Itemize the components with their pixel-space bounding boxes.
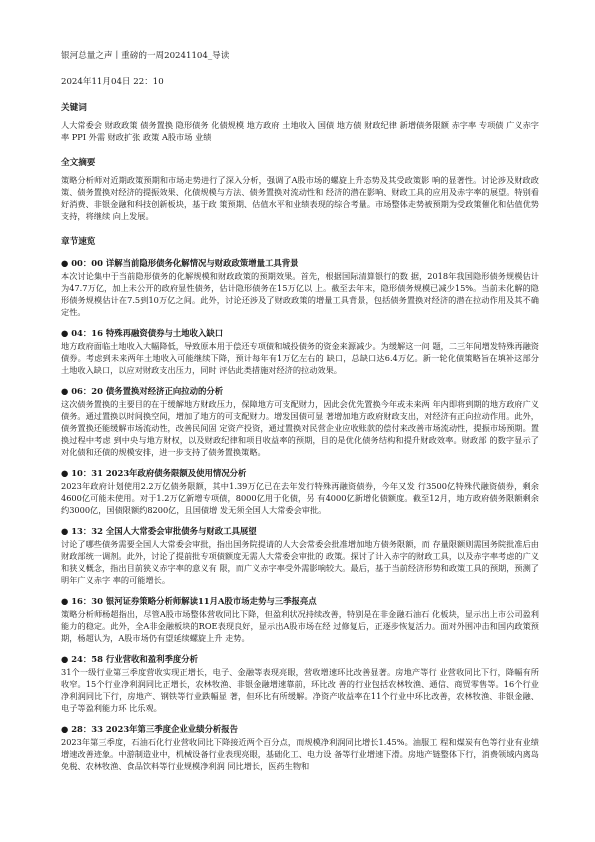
bullet-icon: ● (61, 654, 69, 664)
bullet-icon: ● (61, 328, 69, 338)
chapter-body: 地方政府面临土地收入大幅降低，导致原本用于偿还专项债和城投债务的资金来源减少。为缓解这一问 题，二三年间增发特殊再融资债券。考虑到未来两年土地收入可能继续下降，预计每年有1万亿左右的 缺口，总缺口达6.4万亿。新一轮化债策略旨在填补这部分土地收入缺口，以应对财政支出压力，同时 评估此类措施对经济的拉动效果。 (61, 341, 539, 375)
chapter-item (61, 327, 539, 376)
chapter-item (61, 525, 539, 586)
chapter-title (61, 467, 539, 479)
chapter-title (61, 595, 539, 607)
chapter-body: 策略分析师杨超指出，尽管A股市场整体营收同比下降，但盈利状况持续改善，特别是在非金融石油石 化板块，显示出上市公司盈利能力的稳定。此外，全A非金融板块的ROE表现良好，显示出A股市场在经 过修复后，正逐步恢复活力。面对外围冲击和国内政策预期，杨超认为，A股市场仍有望延续螺旋上升 走势。 (61, 609, 539, 643)
chapter-item (61, 257, 539, 318)
chapter-title (61, 327, 539, 339)
chapter-title-text: 04：16 特殊再融资债券与土地收入缺口 (71, 328, 224, 338)
bullet-icon: ● (61, 596, 69, 606)
chapter-item (61, 595, 539, 644)
chapter-title-text: 16：30 银河证券策略分析师解读11月A股市场走势与三季报亮点 (71, 596, 317, 606)
chapter-body: 这次债务置换的主要目的在于缓解地方财政压力，保障地方可支配财力，因此会优先置换今年或未来两 年内即将到期的地方政府广义债务。通过置换以时间换空间，增加了地方的可支配财力。增发国债可显 著增加地方政府财政支出，对经济有正向拉动作用。此外，债务置换还能缓解市场流动性，改善民间固 定资产投资，通过置换对民营企业应收账款的偿付来改善市场流动性，提振市场预期。置换过程中考虑 到中央与地方财权，以及财政纪律和项目收益率的预期，目的是优化债务结构和提升财政效率。财政部 的数字显示了对化债和还债的规模安排，进一步支持了债务置换策略。 (61, 399, 539, 457)
bullet-icon: ● (61, 526, 69, 536)
summary-text: 策略分析师对近期政策预期和市场走势进行了深入分析，强调了A股市场的螺旋上升态势及其受政策影 响的显著性。讨论涉及财政政策、债务置换对经济的提振效果、化债规模与方法、债务置换对流动性和 经济的潜在影响、财政工具的应用及赤字率的展望。特别看好消费、非银金融和科技创新板块，基于政 策预期、估值水平和业绩表现的综合考量。市场整体走势被预期为受政策催化和估值优势支持，将继续 向上发展。 (61, 175, 539, 221)
chapter-title (61, 257, 539, 269)
bullet-icon: ● (61, 258, 69, 268)
publish-date: 2024年11月04日 22：10 (61, 77, 164, 87)
keywords-text: 人大常委会 财政政策 债务置换 隐形债务 化债规模 地方政府 土地收入 国债 地方债 财政纪律 新增债务限额 赤字率 专项债 广义赤字率 PPI 外需 财政扩张 政策 A股市场 业绩 (61, 120, 539, 142)
chapter-body: 31个一级行业第三季度营收实现正增长，电子、金融等表现亮眼，营收增速环比改善显著。房地产等行 业营收同比下行，降幅有所收窄。15个行业净利润同比正增长，农林牧渔、非银金融增速靠前，环比改 善的行业包括农林牧渔、通信、商贸零售等。16个行业净利润同比下行，房地产、钢铁等行业跌幅显 著，但环比有所缓解。净资产收益率在11个行业中环比改善，农林牧渔、非银金融、电子等盈利能力环 比乐观。 (61, 667, 539, 713)
chapter-body: 讨论了哪些债务需要全国人大常委会审批，指出国务院提请的人大会常委会批准增加地方债务限额，而 存量限额则需国务院批准后由财政部统一调剂。此外，讨论了提前批专项债额度无需人大常委会审批的 政策。探讨了计入赤字的财政工具，以及赤字率考虑的广义和狭义概念，指出目前狭义赤字率的意义有 限，而广义赤字率受外需影响较大。最后，基于当前经济形势和政策工具的预期，预测了明年广义赤字 率的可能增长。 (61, 539, 539, 585)
keywords-heading: 关键词 (61, 103, 87, 113)
chapter-title (61, 653, 539, 665)
chapter-item (61, 385, 539, 458)
chapter-title (61, 525, 539, 537)
document-title: 银河总量之声丨重磅的一周20241104_导读 (61, 51, 230, 61)
bullet-icon: ● (61, 386, 69, 396)
summary-heading: 全文摘要 (61, 158, 96, 168)
chapter-body: 本次讨论集中于当前隐形债务的化解规模和财政政策的预期效果。首先，根据国际清算银行的数 据，2018年我国隐形债务规模估计为47.7万亿，加上未公开的政府显性债务，估计隐形债务在15万亿以 上。截至去年末，隐形债务规模已减少15%。当前未化解的隐形债务规模估计在7.5到10万亿之间。此外，讨论还涉及了财政政策的增量工具背景，包括债务置换对经济的潜在拉动作用及其不确定性。 (61, 271, 539, 317)
chapter-title-text: 10：31 2023年政府债务限额及使用情况分析 (71, 468, 247, 478)
chapter-title (61, 385, 539, 397)
chapter-item (61, 723, 539, 772)
chapter-title-text: 06：20 债务置换对经济正向拉动的分析 (71, 386, 224, 396)
chapter-item (61, 653, 539, 714)
chapter-item (61, 467, 539, 516)
document-page (61, 0, 539, 772)
chapters-heading: 章节速览 (61, 237, 96, 247)
chapter-body: 2023年第三季度，石油石化行业营收同比下降接近两个百分点，而规模净利润同比增长1.45%。油服工 程和煤炭有色等行业有业绩增速改善迹象。中游制造业中，机械设备行业表现亮眼，基础化工、电力设 备等行业增速下滑。房地产链整体下行，消费领域内离岛免税、农林牧渔、食品饮料等行业规模净利润 同比增长，医药生物和 (61, 737, 539, 771)
chapter-title-text: 13：32 全国人大常委会审批债务与财政工具展望 (71, 526, 257, 536)
chapter-body: 2023年政府计划使用2.2万亿债务限额，其中1.39万亿已在去年发行特殊再融资债券，今年又发 行3500亿特殊代融资债券，剩余4600亿可能未使用。对于1.2万亿新增专项债，8000亿用于化债，另 有4000亿新增化债额度。截至12月，地方政府债务限额剩余约3000亿，国债限额约8200亿，且国债增 发无须全国人大常委会审批。 (61, 481, 539, 515)
chapter-title (61, 723, 539, 735)
chapter-title-text: 00：00 详解当前隐形债务化解情况与财政政策增量工具背景 (71, 258, 299, 268)
chapter-title-text: 24：58 行业营收和盈利季度分析 (71, 654, 198, 664)
bullet-icon: ● (61, 724, 69, 734)
chapter-title-text: 28：33 2023年第三季度企业业绩分析报告 (71, 724, 239, 734)
chapter-list (61, 257, 539, 772)
bullet-icon: ● (61, 468, 69, 478)
